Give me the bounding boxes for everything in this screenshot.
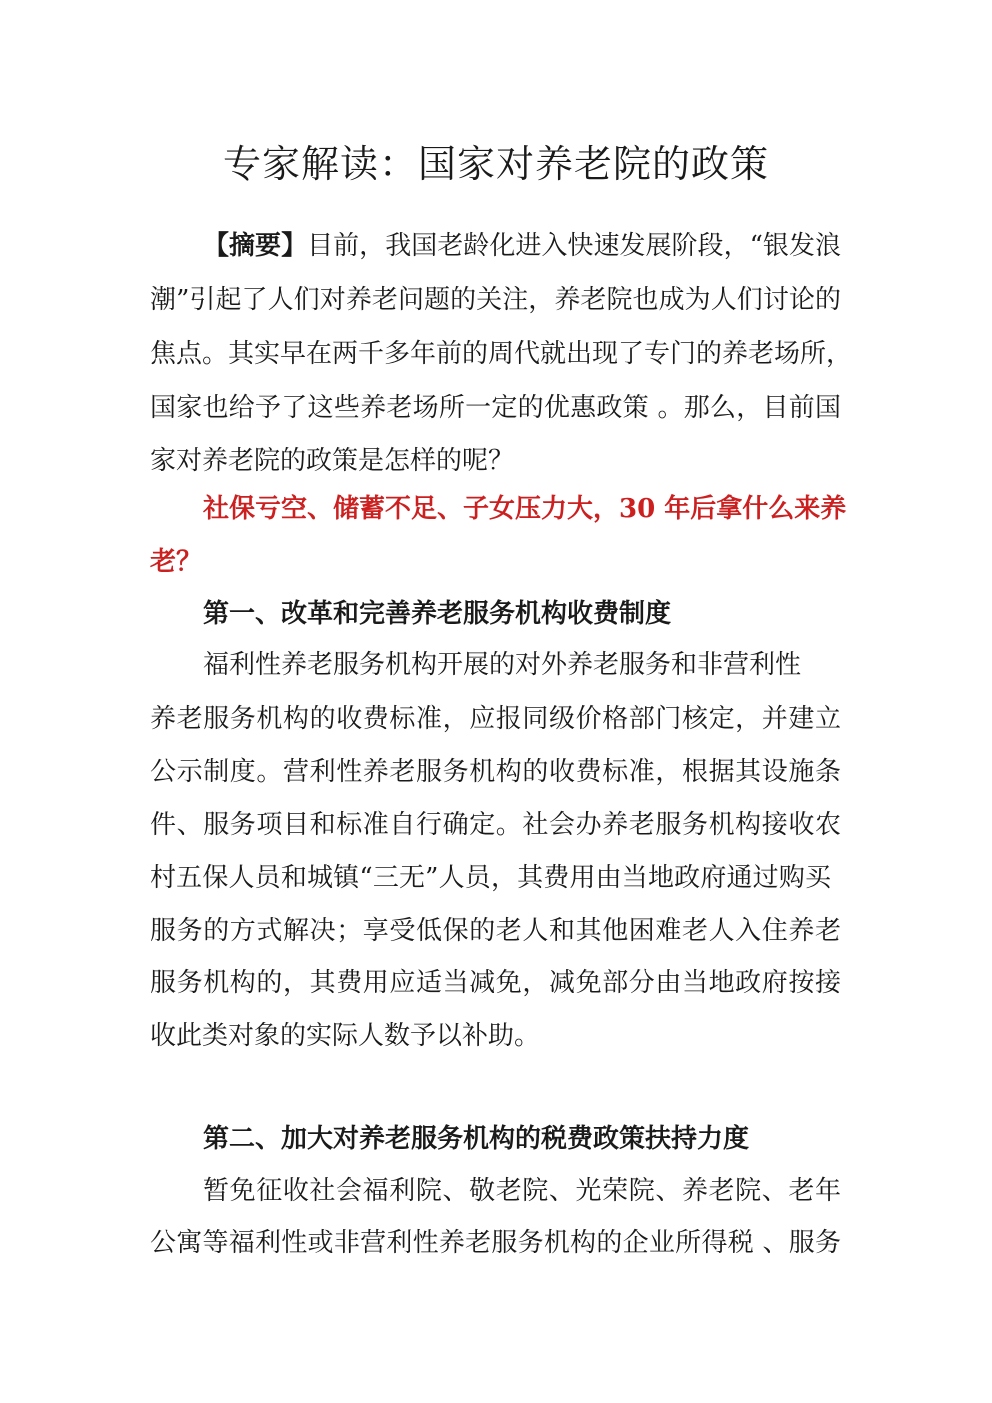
abstract-label: 【摘要】: [203, 231, 308, 261]
abstract-line-1: [203, 226, 841, 266]
highlight-line-1[interactable]: 社保亏空、储蓄不足、子女压力大，30 年后拿什么来养: [203, 494, 847, 524]
section-1-line-2: 养老服务机构的收费标准，应报同级价格部门核定，并建立: [150, 704, 841, 734]
section-1-line-6: 服务的方式解决；享受低保的老人和其他困难老人入住养老: [150, 916, 841, 946]
abstract-line-1-text: 目前，我国老龄化进入快速发展阶段，“银发浪: [307, 231, 841, 261]
section-1-line-5: 村五保人员和城镇“三无”人员，其费用由当地政府通过购买: [150, 863, 831, 893]
section-1-heading: 第一、改革和完善养老服务机构收费制度: [203, 599, 672, 629]
section-2-heading: 第二、加大对养老服务机构的税费政策扶持力度: [203, 1124, 750, 1154]
section-1-line-7: 服务机构的，其费用应适当减免，减免部分由当地政府按接: [150, 968, 841, 998]
abstract-line-4: 国家也给予了这些养老场所一定的优惠政策 。那么，目前国: [150, 393, 841, 423]
section-1-line-3: 公示制度。营利性养老服务机构的收费标准，根据其设施条: [150, 757, 841, 787]
abstract-line-3: 焦点。其实早在两千多年前的周代就出现了专门的养老场所，: [150, 339, 853, 369]
section-1-line-1: 福利性养老服务机构开展的对外养老服务和非营利性: [203, 650, 802, 680]
section-1-line-4: 件、服务项目和标准自行确定。社会办养老服务机构接收农: [150, 810, 841, 840]
abstract-line-2: 潮”引起了人们对养老问题的关注，养老院也成为人们讨论的: [150, 285, 841, 315]
section-2-line-1: 暂免征收社会福利院、敬老院、光荣院、养老院、老年: [203, 1176, 841, 1206]
document-title: 专家解读：国家对养老院的政策: [222, 142, 769, 186]
section-2-line-2: 公寓等福利性或非营利性养老服务机构的企业所得税 、服务: [150, 1228, 841, 1258]
highlight-line-2[interactable]: 老？: [150, 547, 203, 577]
abstract-line-5: 家对养老院的政策是怎样的呢？: [150, 446, 515, 476]
section-1-line-8: 收此类对象的实际人数予以补助。: [150, 1021, 541, 1051]
